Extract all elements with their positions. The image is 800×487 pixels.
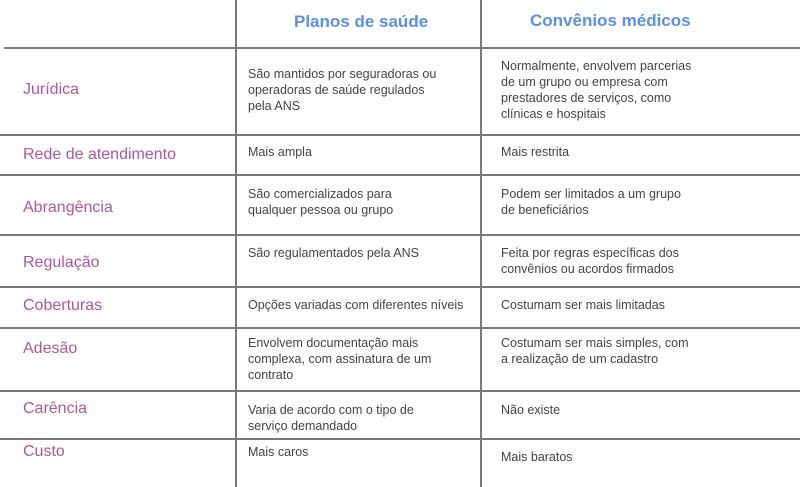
cell-planos: São comercializados para qualquer pessoa ou grupo xyxy=(248,187,394,217)
row-label: Adesão xyxy=(23,340,78,357)
row-label: Rede de atendimento xyxy=(23,146,176,163)
cell-convenios: Podem ser limitados a um grupo de beneficiários xyxy=(501,187,681,217)
row-divider xyxy=(0,286,800,288)
cell-planos: Varia de acordo com o tipo de serviço demandado xyxy=(248,403,414,433)
row-divider xyxy=(0,174,800,176)
cell-planos: Mais caros xyxy=(248,445,309,459)
row-label: Jurídica xyxy=(23,81,80,98)
row-label: Regulação xyxy=(23,254,100,271)
row-divider xyxy=(0,134,800,136)
cell-planos: São mantidos por seguradoras ou operadoras de saúde regulados pela ANS xyxy=(248,67,437,113)
row-divider xyxy=(4,47,800,49)
column-divider xyxy=(235,0,237,487)
cell-convenios: Costumam ser mais limitadas xyxy=(501,298,665,312)
cell-planos: São regulamentados pela ANS xyxy=(248,246,419,260)
cell-convenios: Mais restrita xyxy=(501,145,570,159)
cell-convenios: Mais baratos xyxy=(501,450,573,464)
cell-convenios: Feita por regras específicas dos convênios ou acordos firmados xyxy=(501,246,679,276)
row-label: Custo xyxy=(23,443,65,460)
cell-planos: Envolvem documentação mais complexa, com assinatura de um contrato xyxy=(248,336,432,382)
row-divider xyxy=(0,390,800,392)
row-divider xyxy=(0,438,800,440)
cell-convenios: Normalmente, envolvem parcerias de um grupo ou empresa com prestadores de serviços, como clínicas e hospitais xyxy=(501,59,692,121)
cell-planos: Opções variadas com diferentes níveis xyxy=(248,298,464,312)
row-label: Carência xyxy=(23,400,88,417)
row-label: Coberturas xyxy=(23,297,103,314)
cell-convenios: Não existe xyxy=(501,403,561,417)
cell-planos: Mais ampla xyxy=(248,145,312,159)
header-planos-de-saude: Planos de saúde xyxy=(294,12,429,31)
row-divider xyxy=(0,327,800,329)
cell-convenios: Costumam ser mais simples, com a realização de um cadastro xyxy=(501,336,689,366)
row-label: Abrangência xyxy=(23,199,113,216)
row-divider xyxy=(0,234,800,236)
column-divider xyxy=(480,0,482,487)
header-convenios-medicos: Convênios médicos xyxy=(530,11,691,30)
